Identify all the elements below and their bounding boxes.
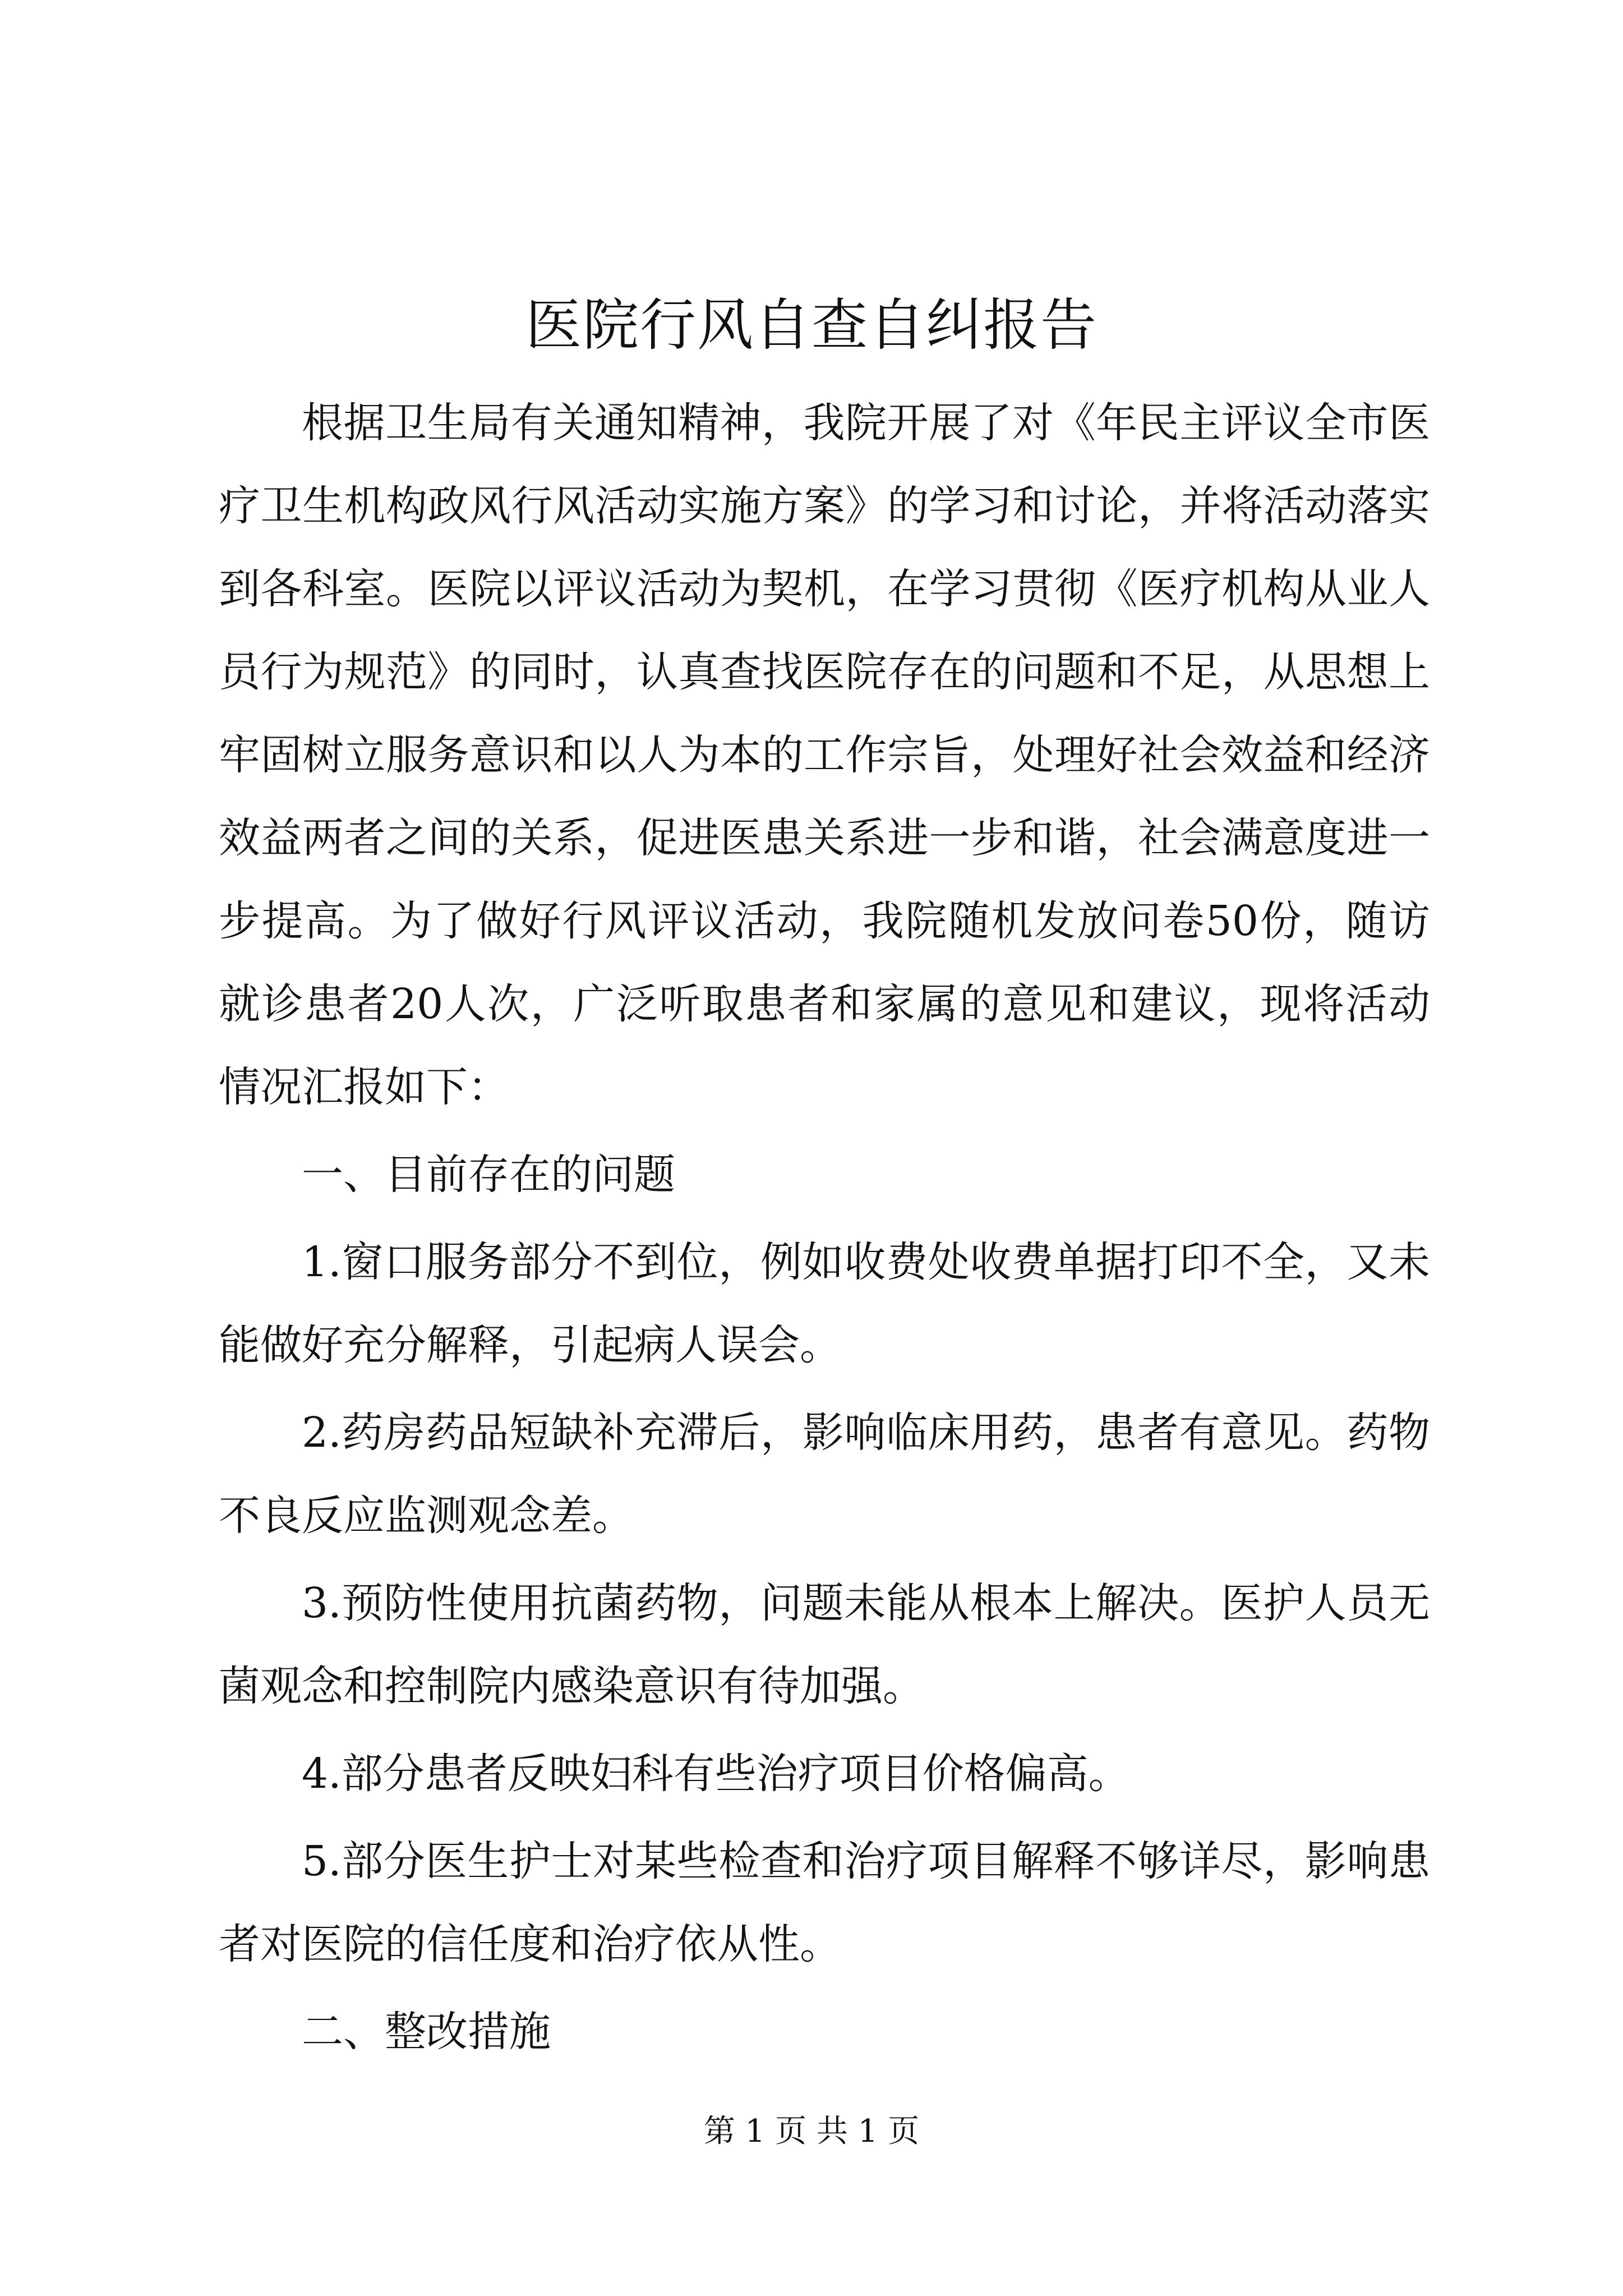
document-title: 医院行风自查自纠报告 [525,292,1098,358]
section-heading-measures: 二、整改措施 [302,2008,551,2056]
problem-item-3: 3.预防性使用抗菌药物，问题未能从根本上解决。医护人员无菌观念和控制院内感染意识有待加强。 [219,1579,1430,1710]
page-number-footer: 第 1 页 共 1 页 [703,2113,920,2150]
intro-paragraph: 根据卫生局有关通知精神，我院开展了对《年民主评议全市医疗卫生机构政风行风活动实施方案》的学习和讨论，并将活动落实到各科室。医院以评议活动为契机，在学习贯彻《医疗机构从业人员行为规范》的同时，认真查找医院存在的问题和不足，从思想上牢固树立服务意识和以人为本的工作宗旨，处理好社会效益和经济效益两者之间的关系，促进医患关系进一步和谐，社会满意度进一步提高。为了做好行风评议活动，我院随机发放问卷50份，随访就诊患者20人次，广泛听取患者和家属的意见和建议，现将活动情况汇报如下： [219,399,1430,1111]
document-body [219,381,1430,2073]
section-heading-problems: 一、目前存在的问题 [302,1151,675,1199]
problem-item-5: 5.部分医生护士对某些检查和治疗项目解释不够详尽，影响患者对医院的信任度和治疗依从性。 [219,1837,1430,1968]
problem-item-4: 4.部分患者反映妇科有些治疗项目价格偏高。 [302,1750,1130,1798]
problem-item-1: 1.窗口服务部分不到位，例如收费处收费单据打印不全，又未能做好充分解释，引起病人误会。 [219,1238,1430,1369]
problem-item-2: 2.药房药品短缺补充滞后，影响临床用药，患者有意见。药物不良反应监测观念差。 [219,1409,1430,1540]
